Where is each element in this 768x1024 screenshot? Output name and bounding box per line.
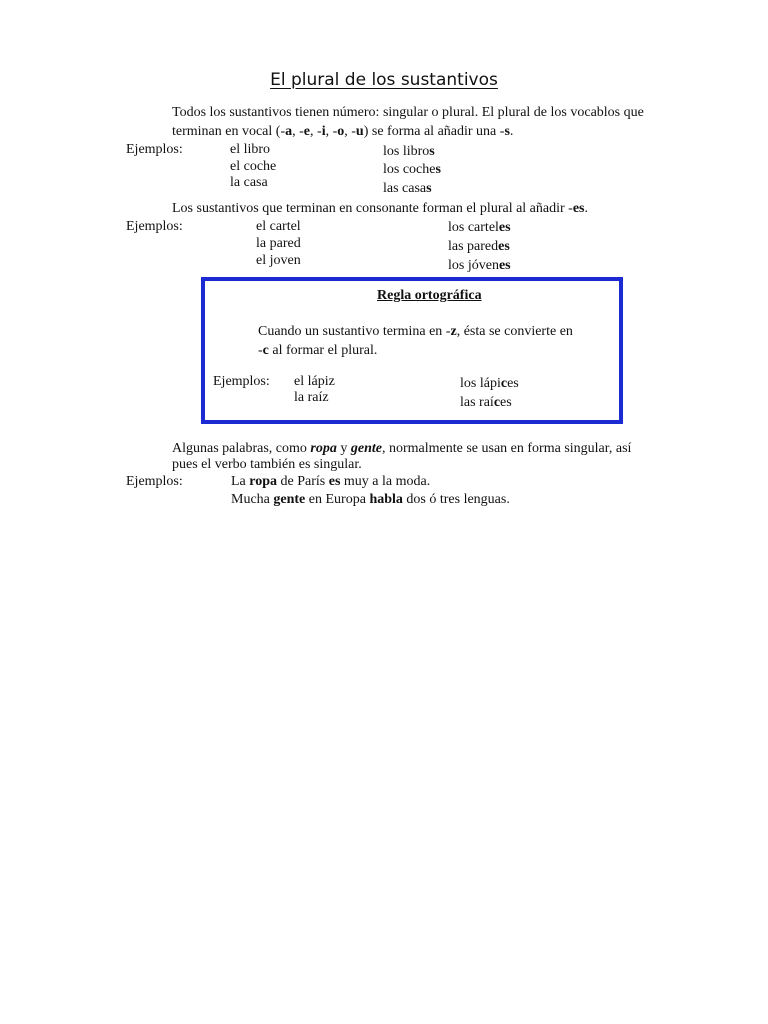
example-plural: las raíces bbox=[460, 395, 512, 410]
example-plural: los libros bbox=[383, 144, 435, 159]
rule-line-1: Cuando un sustantivo termina en -z, ésta se convierte en bbox=[258, 324, 573, 339]
example-singular: la pared bbox=[256, 236, 301, 251]
rule-line-2: -c al formar el plural. bbox=[258, 343, 378, 358]
page-title: El plural de los sustantivos bbox=[270, 70, 498, 90]
example-sentence: La ropa de París es muy a la moda. bbox=[231, 474, 431, 489]
intro-line-1: Todos los sustantivos tienen número: singular o plural. El plural de los vocablos que bbox=[172, 105, 644, 120]
example-singular: la casa bbox=[230, 175, 268, 190]
ejemplos-label: Ejemplos: bbox=[213, 374, 270, 389]
example-singular: el joven bbox=[256, 253, 301, 268]
example-singular: el cartel bbox=[256, 219, 301, 234]
intro-line-2: terminan en vocal (-a, -e, -i, -o, -u) se forma al añadir una -s. bbox=[172, 124, 514, 139]
rule-title: Regla ortográfica bbox=[377, 288, 482, 303]
example-plural: los coches bbox=[383, 162, 441, 177]
example-plural: los lápices bbox=[460, 376, 519, 391]
singular-nouns-line-2: pues el verbo también es singular. bbox=[172, 457, 362, 472]
consonant-rule-text: Los sustantivos que terminan en consonante forman el plural al añadir -es. bbox=[172, 201, 588, 216]
example-sentence: Mucha gente en Europa habla dos ó tres lenguas. bbox=[231, 492, 510, 507]
example-plural: los jóvenes bbox=[448, 258, 511, 273]
ejemplos-label: Ejemplos: bbox=[126, 474, 183, 489]
ejemplos-label: Ejemplos: bbox=[126, 142, 183, 157]
singular-nouns-line-1: Algunas palabras, como ropa y gente, normalmente se usan en forma singular, así bbox=[172, 441, 632, 456]
example-plural: las paredes bbox=[448, 239, 510, 254]
example-singular: el libro bbox=[230, 142, 271, 157]
ejemplos-label: Ejemplos: bbox=[126, 219, 183, 234]
example-plural: los carteles bbox=[448, 220, 511, 235]
example-singular: el coche bbox=[230, 159, 277, 174]
example-plural: las casas bbox=[383, 181, 432, 196]
example-singular: la raíz bbox=[294, 390, 329, 405]
example-singular: el lápiz bbox=[294, 374, 335, 389]
